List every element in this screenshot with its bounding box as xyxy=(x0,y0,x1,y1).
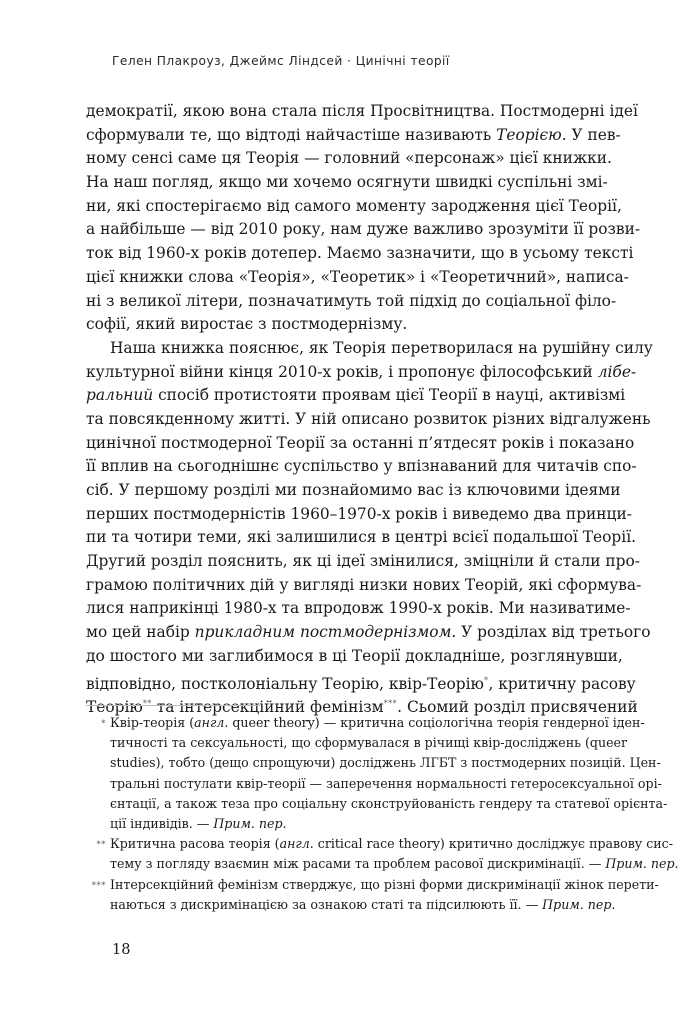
footnote-ref[interactable]: *** xyxy=(383,699,398,709)
footnote-marker: * xyxy=(101,719,106,729)
footnote-ref[interactable]: ** xyxy=(142,699,152,709)
text-line: культурної війни кінця 2010-х років, і пропонує філософський лібе- xyxy=(86,362,637,381)
text-line: сформували те, що відтоді найчастіше називають Теорією. У пев- xyxy=(86,125,621,144)
footnote-line: тичності та сексуальності, що сформувалася в річищі квір-досліджень (queer xyxy=(110,735,628,751)
text-line: цинічної постмодерної Теорії за останні п’ятдесят років і показано xyxy=(86,433,635,452)
paragraph xyxy=(86,100,641,337)
text-line: сіб. У першому розділі ми познайомимо вас із ключовими ідеями xyxy=(86,481,621,499)
text-line: На наш погляд, якщо ми хочемо осягнути швидкі суспільні змі- xyxy=(86,173,608,192)
text-line: мо цей набір прикладним постмодернізмом. У розділах від третього xyxy=(86,623,651,642)
footnote-ref[interactable]: * xyxy=(483,675,489,685)
footnote-marker: *** xyxy=(91,880,106,891)
text-line: перших постмодерністів 1960–1970-х років і виведемо два принци- xyxy=(86,504,632,523)
text-line: лися наприкінці 1980-х та впродовж 1990-х років. Ми називатиме- xyxy=(86,599,631,618)
running-head: Гелен Плакроуз, Джеймс Ліндсей · Цинічні теорії xyxy=(112,54,450,68)
footnotes xyxy=(86,713,679,915)
text-line: та повсякденному житті. У ній описано розвиток різних відгалужень xyxy=(86,409,651,428)
text-line: її вплив на сьогоднішнє суспільство у впізнаваний для читачів спо- xyxy=(86,457,637,476)
text-line: софії, який виростає з постмодернізму. xyxy=(86,315,408,334)
text-line: ни, які спостерігаємо від самого моменту зародження цієї Теорії, xyxy=(86,196,622,215)
text-line: ному сенсі саме ця Теорія — головний «персонаж» цієї книжки. xyxy=(86,149,612,168)
footnote-critical-race-theory xyxy=(86,834,679,874)
text-line: відповідно, постколоніальну Теорію, квір-Теорію*, критичну расову xyxy=(86,674,636,693)
footnote-intersectional-feminism xyxy=(86,875,659,915)
text-line: Теорію** та інтерсекційний фемінізм***. Сьомий розділ присвячений xyxy=(86,698,638,717)
footnote-line: Критична расова теорія (англ. critical race theory) критично досліджує правову сис- xyxy=(110,836,673,852)
text-line: демократії, якою вона стала після Просвітництва. Постмодерні ідеї xyxy=(86,102,638,120)
text-line: а найбільше — від 2010 року, нам дуже важливо зрозуміти її розви- xyxy=(86,220,641,239)
footnote-line: Інтерсекційний фемінізм стверджує, що різні форми дискримінації жінок перети- xyxy=(110,876,659,892)
paragraph xyxy=(86,337,653,669)
text-line: грамою політичних дій у вигляді низки нових Теорій, які сформува- xyxy=(86,575,642,594)
footnote-line: тему з погляду взаємин між расами та проблем расової дискримінації. — Прим. пер. xyxy=(110,856,679,872)
footnote-divider xyxy=(86,705,260,706)
text-line: до шостого ми заглибимося в ці Теорії докладніше, розглянувши, xyxy=(86,646,623,665)
text-line: ральний спосіб протистояти проявам цієї Теорії в науці, активізмі xyxy=(86,386,626,405)
footnote-line: тральні постулати квір-теорії — заперечення нормальності гетеросексуальної орі- xyxy=(110,775,662,791)
text-line: пи та чотири теми, які залишилися в центрі всієї подальшої Теорії. xyxy=(86,528,637,547)
text-line: ток від 1960-х років дотепер. Маємо зазначити, що в усьому тексті xyxy=(86,244,634,263)
text-line: цієї книжки слова «Теорія», «Теоретик» і «Теоретичний», написа- xyxy=(86,267,629,286)
footnote-queer-theory xyxy=(86,713,668,834)
footnote-line: studies), тобто (дещо спрощуючи) досліджень ЛГБТ з постмодерних позицій. Цен- xyxy=(110,755,661,771)
page-number: 18 xyxy=(112,942,131,958)
text-line: Наша книжка пояснює, як Теорія перетворилася на рушійну силу xyxy=(110,338,653,357)
main-text xyxy=(86,100,653,717)
footnote-line: ції індивідів. — Прим. пер. xyxy=(110,815,287,831)
footnote-marker: ** xyxy=(96,840,106,851)
footnote-line: наються з дискримінацією за ознакою статі та підсилюють її. — Прим. пер. xyxy=(110,896,616,912)
text-line: Другий розділ пояснить, як ці ідеї змінилися, зміцніли й стали про- xyxy=(86,552,640,571)
text-line: ні з великої літери, позначатимуть той підхід до соціальної філо- xyxy=(86,291,617,310)
footnote-line: єнтації, а також теза про соціальну сконструйованість гендеру та статевої орієнта- xyxy=(110,795,668,811)
footnote-line: Квір-теорія (англ. queer theory) — критична соціологічна теорія гендерної іден- xyxy=(110,715,645,730)
